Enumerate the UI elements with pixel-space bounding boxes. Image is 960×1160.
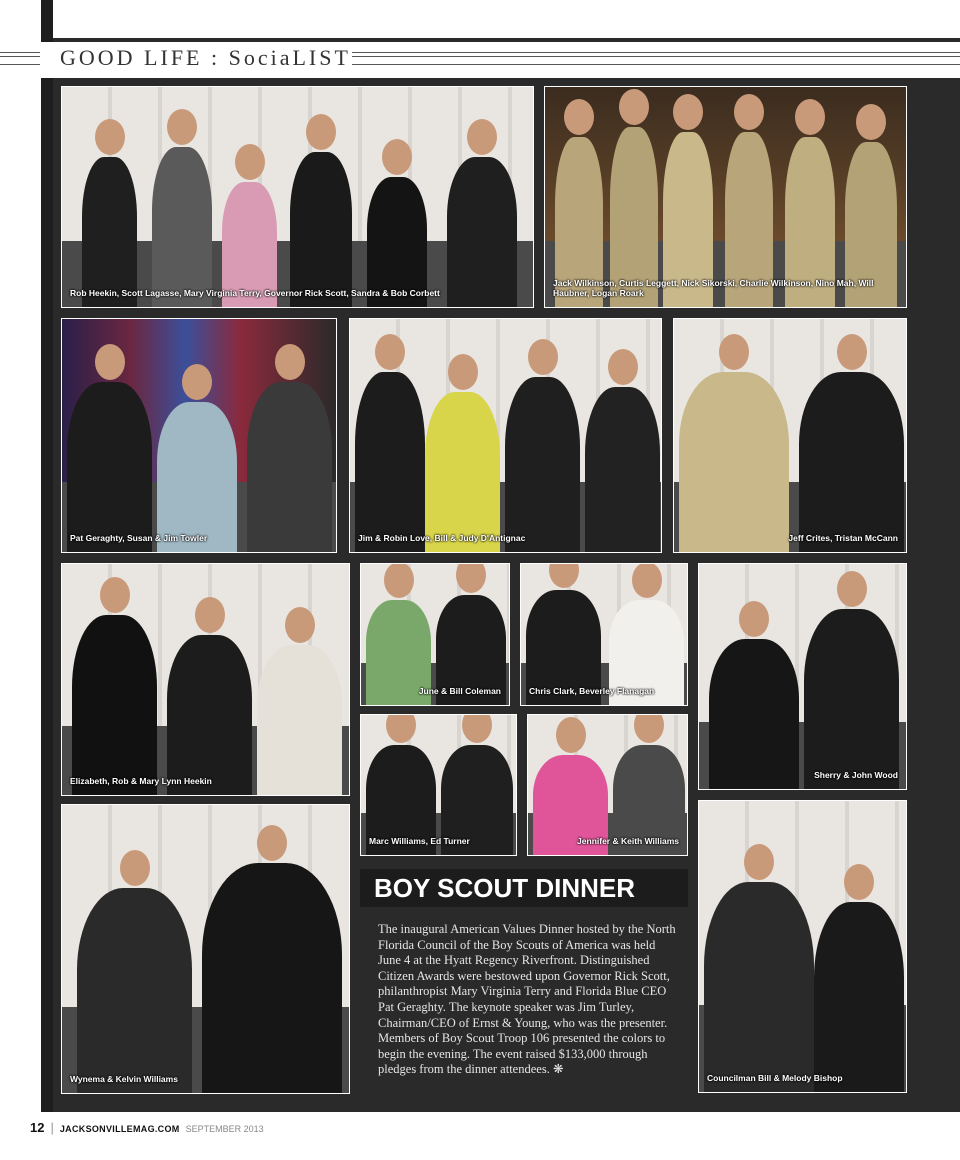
- photo-bishop: [698, 800, 907, 1093]
- page-number: 12: [30, 1120, 45, 1135]
- page-footer: 12 | JACKSONVILLEMAG.COM SEPTEMBER 2013: [30, 1120, 264, 1135]
- section-title: GOOD LIFE : SociaLIST: [60, 45, 351, 70]
- photo-caption: Marc Williams, Ed Turner: [369, 836, 470, 847]
- photo-caption: Rob Heekin, Scott Lagasse, Mary Virginia Terry, Governor Rick Scott, Sandra & Bob Corbett: [70, 288, 440, 299]
- photo-williams-couple: [527, 714, 688, 856]
- site-link[interactable]: JACKSONVILLEMAG.COM: [59, 1124, 180, 1134]
- issue-date: SEPTEMBER 2013: [185, 1124, 264, 1134]
- photo-wynema-kelvin: [61, 804, 350, 1094]
- photo-boy-scouts-colors: [544, 86, 907, 308]
- photo-caption: Jeff Crites, Tristan McCann: [788, 533, 898, 544]
- photo-caption: June & Bill Coleman: [418, 686, 501, 697]
- photo-crites-mccann: [673, 318, 907, 553]
- page-spine-bar: [41, 0, 53, 1112]
- photo-geraghty-towler: [61, 318, 337, 553]
- photo-caption: Jack Wilkinson, Curtis Leggett, Nick Sikorski, Charlie Wilkinson, Nino Mah, Will Haubner, Logan Roark: [553, 278, 874, 299]
- photo-heekin-family: [61, 563, 350, 796]
- photo-caption: Sherry & John Wood: [814, 770, 898, 781]
- photo-caption: Elizabeth, Rob & Mary Lynn Heekin: [70, 776, 212, 787]
- photo-clark-flanagan: [520, 563, 688, 706]
- photo-caption: Pat Geraghty, Susan & Jim Towler: [70, 533, 208, 544]
- photo-coleman: [360, 563, 510, 706]
- photo-caption: Chris Clark, Beverley Flanagan: [529, 686, 655, 697]
- photo-caption: Jim & Robin Love, Bill & Judy D'Antignac: [358, 533, 526, 544]
- photo-caption: Jennifer & Keith Williams: [577, 836, 679, 847]
- top-margin: [53, 0, 960, 38]
- photo-caption: Wynema & Kelvin Williams: [70, 1074, 178, 1085]
- photo-caption: Councilman Bill & Melody Bishop: [707, 1073, 843, 1084]
- photo-group-governor: [61, 86, 534, 308]
- photo-wood: [698, 563, 907, 790]
- photo-williams-turner: [360, 714, 517, 856]
- article-title: BOY SCOUT DINNER: [360, 869, 688, 907]
- photo-love-dantignac: [349, 318, 662, 553]
- article-body: The inaugural American Values Dinner hosted by the North Florida Council of the Boy Scouts of America was held June 4 at the Hyatt Regency Riverfront. Distinguished Citizen Awards were bestowed upon Governor Rick Scott, philanthropist Mary Virginia Terry and Florida Blue CEO Pat Geraghty. The keynote speaker was Jim Turley, Chairman/CEO of Ernst & Young, who was the presenter. Members of Boy Scout Troop 106 presented the colors to begin the evening. The event raised $133,000 through pledges from the dinner attendees. ❋: [378, 922, 676, 1077]
